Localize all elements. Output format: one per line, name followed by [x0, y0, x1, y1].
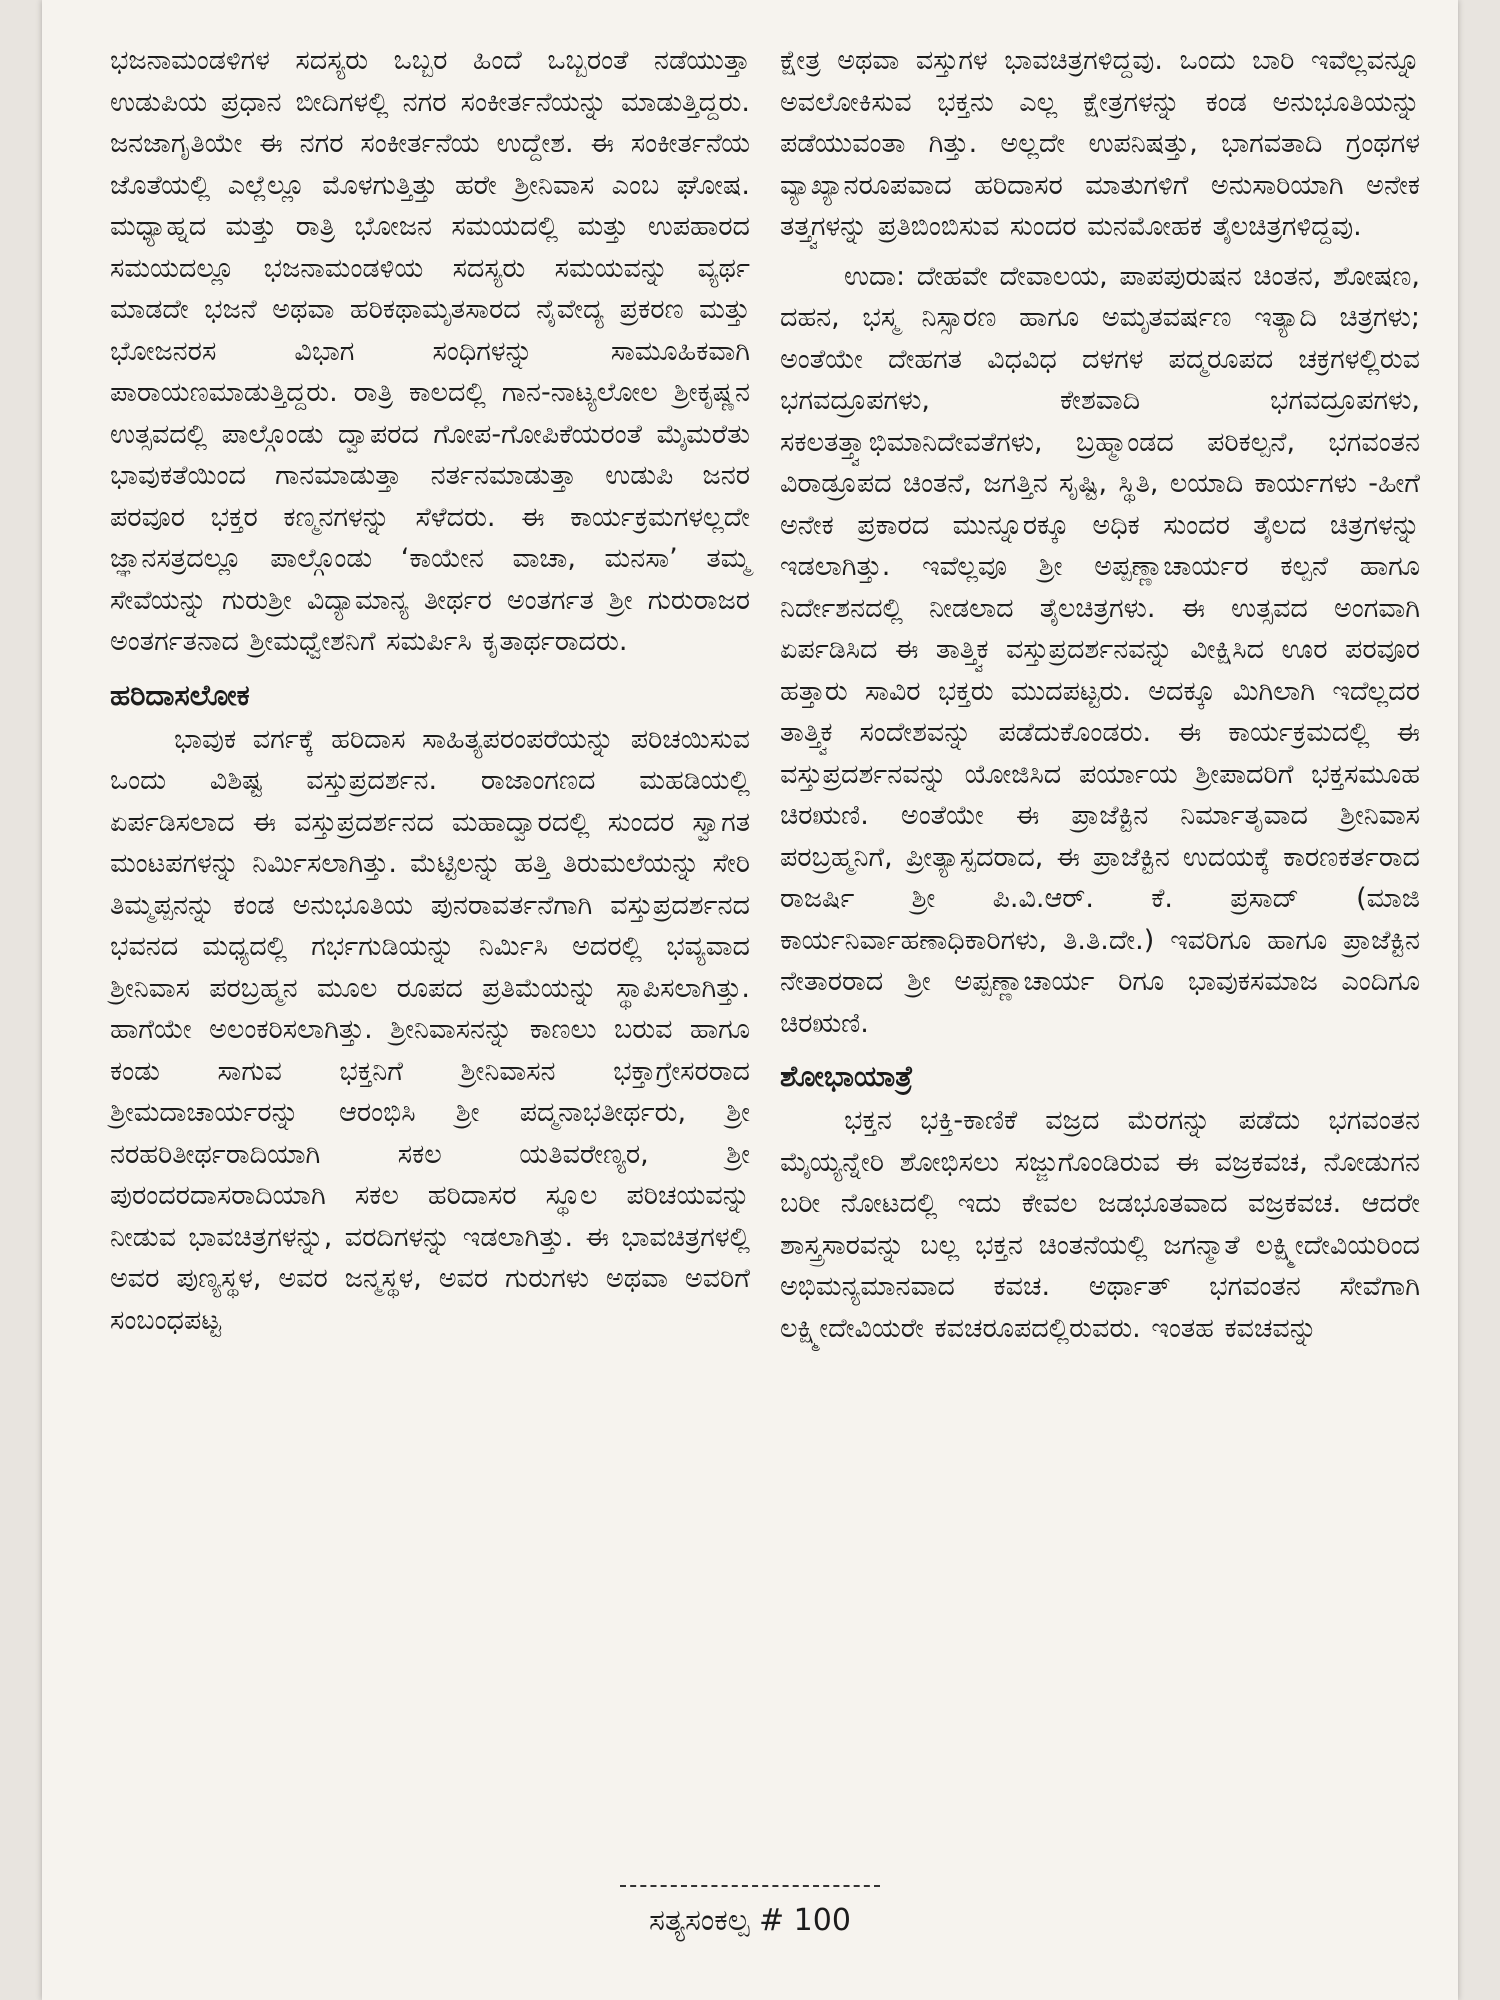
- page-footer: [42, 1884, 1458, 1938]
- right-paragraph-1: ಕ್ಷೇತ್ರ ಅಥವಾ ವಸ್ತುಗಳ ಭಾವಚಿತ್ರಗಳಿದ್ದವು. ಒಂದು ಬಾರಿ ಇವೆಲ್ಲವನ್ನೂ ಅವಲೋಕಿಸುವ ಭಕ್ತನು ಎಲ್ಲ ಕ್ಷೇತ್ರಗಳನ್ನು ಕಂಡ ಅನುಭೂತಿಯನ್ನು ಪಡೆಯುವಂತಾ ಗಿತ್ತು. ಅಲ್ಲದೇ ಉಪನಿಷತ್ತು, ಭಾಗವತಾದಿ ಗ್ರಂಥಗಳ ವ್ಯಾಖ್ಯಾನರೂಪವಾದ ಹರಿದಾಸರ ಮಾತುಗಳಿಗೆ ಅನುಸಾರಿಯಾಗಿ ಅನೇಕ ತತ್ತ್ವಗಳನ್ನು ಪ್ರತಿಬಿಂಬಿಸುವ ಸುಂದರ ಮನಮೋಹಕ ತೈಲಚಿತ್ರಗಳಿದ್ದವು.: [780, 45, 1420, 242]
- left-paragraph-2: ಭಾವುಕ ವರ್ಗಕ್ಕೆ ಹರಿದಾಸ ಸಾಹಿತ್ಯಪರಂಪರೆಯನ್ನು ಪರಿಚಯಿಸುವ ಒಂದು ವಿಶಿಷ್ಟ ವಸ್ತುಪ್ರದರ್ಶನ. ರಾಜಾಂಗಣದ ಮಹಡಿಯಲ್ಲಿ ಏರ್ಪಡಿಸಲಾದ ಈ ವಸ್ತುಪ್ರದರ್ಶನದ ಮಹಾದ್ವಾರದಲ್ಲಿ ಸುಂದರ ಸ್ವಾಗತ ಮಂಟಪಗಳನ್ನು ನಿರ್ಮಿಸಲಾಗಿತ್ತು. ಮೆಟ್ಟಿಲನ್ನು ಹತ್ತಿ ತಿರುಮಲೆಯನ್ನು ಸೇರಿ ತಿಮ್ಮಪ್ಪನನ್ನು ಕಂಡ ಅನುಭೂತಿಯ ಪುನರಾವರ್ತನೆಗಾಗಿ ವಸ್ತುಪ್ರದರ್ಶನದ ಭವನದ ಮಧ್ಯದಲ್ಲಿ ಗರ್ಭಗುಡಿಯನ್ನು ನಿರ್ಮಿಸಿ ಅದರಲ್ಲಿ ಭವ್ಯವಾದ ಶ್ರೀನಿವಾಸ ಪರಬ್ರಹ್ಮನ ಮೂಲ ರೂಪದ ಪ್ರತಿಮೆಯನ್ನು ಸ್ಥಾಪಿಸಲಾಗಿತ್ತು. ಹಾಗೆಯೇ ಅಲಂಕರಿಸಲಾಗಿತ್ತು. ಶ್ರೀನಿವಾಸನನ್ನು ಕಾಣಲು ಬರುವ ಹಾಗೂ ಕಂಡು ಸಾಗುವ ಭಕ್ತನಿಗೆ ಶ್ರೀನಿವಾಸನ ಭಕ್ತಾಗ್ರೇಸರರಾದ ಶ್ರೀಮದಾಚಾರ್ಯರನ್ನು ಆರಂಭಿಸಿ ಶ್ರೀ ಪದ್ಮನಾಭತೀರ್ಥರು, ಶ್ರೀ ನರಹರಿತೀರ್ಥರಾದಿಯಾಗಿ ಸಕಲ ಯತಿವರೇಣ್ಯರ, ಶ್ರೀ ಪುರಂದರದಾಸರಾದಿಯಾಗಿ ಸಕಲ ಹರಿದಾಸರ ಸ್ಥೂಲ ಪರಿಚಯವನ್ನು ನೀಡುವ ಭಾವಚಿತ್ರಗಳನ್ನು, ವರದಿಗಳನ್ನು ಇಡಲಾಗಿತ್ತು. ಈ ಭಾವಚಿತ್ರಗಳಲ್ಲಿ ಅವರ ಪುಣ್ಯಸ್ಥಳ, ಅವರ ಜನ್ಮಸ್ಥಳ, ಅವರ ಗುರುಗಳು ಅಥವಾ ಅವರಿಗೆ ಸಂಬಂಧಪಟ್ಟ: [110, 723, 750, 1336]
- footer-divider: [620, 1885, 880, 1887]
- left-paragraph-1: ಭಜನಾಮಂಡಳಿಗಳ ಸದಸ್ಯರು ಒಬ್ಬರ ಹಿಂದೆ ಒಬ್ಬರಂತೆ ನಡೆಯುತ್ತಾ ಉಡುಪಿಯ ಪ್ರಧಾನ ಬೀದಿಗಳಲ್ಲಿ ನಗರ ಸಂಕೀರ್ತನೆಯನ್ನು ಮಾಡುತ್ತಿದ್ದರು. ಜನಜಾಗೃತಿಯೇ ಈ ನಗರ ಸಂಕೀರ್ತನೆಯ ಉದ್ದೇಶ. ಈ ಸಂಕೀರ್ತನೆಯ ಜೊತೆಯಲ್ಲಿ ಎಲ್ಲೆಲ್ಲೂ ಮೊಳಗುತ್ತಿತ್ತು ಹರೇ ಶ್ರೀನಿವಾಸ ಎಂಬ ಘೋಷ. ಮಧ್ಯಾಹ್ನದ ಮತ್ತು ರಾತ್ರಿ ಭೋಜನ ಸಮಯದಲ್ಲಿ ಮತ್ತು ಉಪಹಾರದ ಸಮಯದಲ್ಲೂ ಭಜನಾಮಂಡಳಿಯ ಸದಸ್ಯರು ಸಮಯವನ್ನು ವ್ಯರ್ಥ ಮಾಡದೇ ಭಜನೆ ಅಥವಾ ಹರಿಕಥಾಮೃತಸಾರದ ನೈವೇದ್ಯ ಪ್ರಕರಣ ಮತ್ತು ಭೋಜನರಸ ವಿಭಾಗ ಸಂಧಿಗಳನ್ನು ಸಾಮೂಹಿಕವಾಗಿ ಪಾರಾಯಣಮಾಡುತ್ತಿದ್ದರು. ರಾತ್ರಿ ಕಾಲದಲ್ಲಿ ಗಾನ-ನಾಟ್ಯಲೋಲ ಶ್ರೀಕೃಷ್ಣನ ಉತ್ಸವದಲ್ಲಿ ಪಾಲ್ಗೊಂಡು ದ್ವಾಪರದ ಗೋಪ-ಗೋಪಿಕೆಯರಂತೆ ಮೈಮರೆತು ಭಾವುಕತೆಯಿಂದ ಗಾನಮಾಡುತ್ತಾ ನರ್ತನಮಾಡುತ್ತಾ ಉಡುಪಿ ಜನರ ಪರವೂರ ಭಕ್ತರ ಕಣ್ಮನಗಳನ್ನು ಸೆಳೆದರು. ಈ ಕಾರ್ಯಕ್ರಮಗಳಲ್ಲದೇ ಜ್ಞಾನಸತ್ರದಲ್ಲೂ ಪಾಲ್ಗೊಂಡು ‘ಕಾಯೇನ ವಾಚಾ, ಮನಸಾ’ ತಮ್ಮ ಸೇವೆಯನ್ನು ಗುರುಶ್ರೀ ವಿದ್ಯಾಮಾನ್ಯ ತೀರ್ಥರ ಅಂತರ್ಗತ ಶ್ರೀ ಗುರುರಾಜರ ಅಂತರ್ಗತನಾದ ಶ್ರೀಮಧ್ವೇಶನಿಗೆ ಸಮರ್ಪಿಸಿ ಕೃತಾರ್ಥರಾದರು.: [110, 45, 750, 657]
- right-paragraph-3: ಭಕ್ತನ ಭಕ್ತಿ-ಕಾಣಿಕೆ ವಜ್ರದ ಮೆರಗನ್ನು ಪಡೆದು ಭಗವಂತನ ಮೈಯ್ಯನ್ನೇರಿ ಶೋಭಿಸಲು ಸಜ್ಜುಗೊಂಡಿರುವ ಈ ವಜ್ರಕವಚ, ನೋಡುಗನ ಬರೀ ನೋಟದಲ್ಲಿ ಇದು ಕೇವಲ ಜಡಭೂತವಾದ ವಜ್ರಕವಚ. ಆದರೇ ಶಾಸ್ತ್ರಸಾರವನ್ನು ಬಲ್ಲ ಭಕ್ತನ ಚಿಂತನೆಯಲ್ಲಿ ಜಗನ್ಮಾತೆ ಲಕ್ಷ್ಮೀದೇವಿಯರಿಂದ ಅಭಿಮನ್ಯಮಾನವಾದ ಕವಚ. ಅರ್ಥಾತ್ ಭಗವಂತನ ಸೇವೆಗಾಗಿ ಲಕ್ಷ್ಮೀದೇವಿಯರೇ ಕವಚರೂಪದಲ್ಲಿರುವರು. ಇಂತಹ ಕವಚವನ್ನು: [780, 1105, 1420, 1344]
- left-column: [110, 40, 750, 1341]
- section-heading-haridasaloka: ಹರಿದಾಸಲೋಕ: [110, 677, 250, 712]
- section-heading-shobhayatre: ಶೋಭಾಯಾತ್ರೆ: [780, 1059, 913, 1093]
- right-paragraph-2: ಉದಾ: ದೇಹವೇ ದೇವಾಲಯ, ಪಾಪಪುರುಷನ ಚಿಂತನ, ಶೋಷಣ, ದಹನ, ಭಸ್ಮ ನಿಸ್ಸಾರಣ ಹಾಗೂ ಅಮೃತವರ್ಷಣ ಇತ್ಯಾದಿ ಚಿತ್ರಗಳು; ಅಂತೆಯೇ ದೇಹಗತ ವಿಧವಿಧ ದಳಗಳ ಪದ್ಮರೂಪದ ಚಕ್ರಗಳಲ್ಲಿರುವ ಭಗವದ್ರೂಪಗಳು, ಕೇಶವಾದಿ ಭಗವದ್ರೂಪಗಳು, ಸಕಲತತ್ತ್ವಾಭಿಮಾನಿದೇವತೆಗಳು, ಬ್ರಹ್ಮಾಂಡದ ಪರಿಕಲ್ಪನೆ, ಭಗವಂತನ ವಿರಾಡ್ರೂಪದ ಚಿಂತನೆ, ಜಗತ್ತಿನ ಸೃಷ್ಟಿ, ಸ್ಥಿತಿ, ಲಯಾದಿ ಕಾರ್ಯಗಳು -ಹೀಗೆ ಅನೇಕ ಪ್ರಕಾರದ ಮುನ್ನೂರಕ್ಕೂ ಅಧಿಕ ಸುಂದರ ತೈಲದ ಚಿತ್ರಗಳನ್ನು ಇಡಲಾಗಿತ್ತು. ಇವೆಲ್ಲವೂ ಶ್ರೀ ಅಪ್ಪಣ್ಣಾಚಾರ್ಯರ ಕಲ್ಪನೆ ಹಾಗೂ ನಿರ್ದೇಶನದಲ್ಲಿ ನೀಡಲಾದ ತೈಲಚಿತ್ರಗಳು. ಈ ಉತ್ಸವದ ಅಂಗವಾಗಿ ಏರ್ಪಡಿಸಿದ ಈ ತಾತ್ತ್ವಿಕ ವಸ್ತುಪ್ರದರ್ಶನವನ್ನು ವೀಕ್ಷಿಸಿದ ಊರ ಪರವೂರ ಹತ್ತಾರು ಸಾವಿರ ಭಕ್ತರು ಮುದಪಟ್ಟರು. ಅದಕ್ಕೂ ಮಿಗಿಲಾಗಿ ಇದೆಲ್ಲದರ ತಾತ್ತ್ವಿಕ ಸಂದೇಶವನ್ನು ಪಡೆದುಕೊಂಡರು. ಈ ಕಾರ್ಯಕ್ರಮದಲ್ಲಿ ಈ ವಸ್ತುಪ್ರದರ್ಶನವನ್ನು ಯೋಜಿಸಿದ ಪರ್ಯಾಯ ಶ್ರೀಪಾದರಿಗೆ ಭಕ್ತಸಮೂಹ ಚಿರಋಣಿ. ಅಂತೆಯೇ ಈ ಪ್ರಾಜೆಕ್ಟಿನ ನಿರ್ಮಾತೃವಾದ ಶ್ರೀನಿವಾಸ ಪರಬ್ರಹ್ಮನಿಗೆ, ಪ್ರೀತ್ಯಾಸ್ಪದರಾದ, ಈ ಪ್ರಾಜೆಕ್ಟಿನ ಉದಯಕ್ಕೆ ಕಾರಣಕರ್ತರಾದ ರಾಜರ್ಷಿ ಶ್ರೀ ಪಿ.ವಿ.ಆರ್. ಕೆ. ಪ್ರಸಾದ್ (ಮಾಜಿ ಕಾರ್ಯನಿರ್ವಾಹಣಾಧಿಕಾರಿಗಳು, ತಿ.ತಿ.ದೇ.) ಇವರಿಗೂ ಹಾಗೂ ಪ್ರಾಜೆಕ್ಟಿನ ನೇತಾರರಾದ ಶ್ರೀ ಅಪ್ಪಣ್ಣಾಚಾರ್ಯ ರಿಗೂ ಭಾವುಕಸಮಾಜ ಎಂದಿಗೂ ಚಿರಋಣಿ.: [780, 260, 1420, 1039]
- page-number: ಸತ್ಯಸಂಕಲ್ಪ # 100: [649, 1903, 851, 1938]
- magazine-page: [42, 0, 1458, 2000]
- right-column: [780, 40, 1420, 1349]
